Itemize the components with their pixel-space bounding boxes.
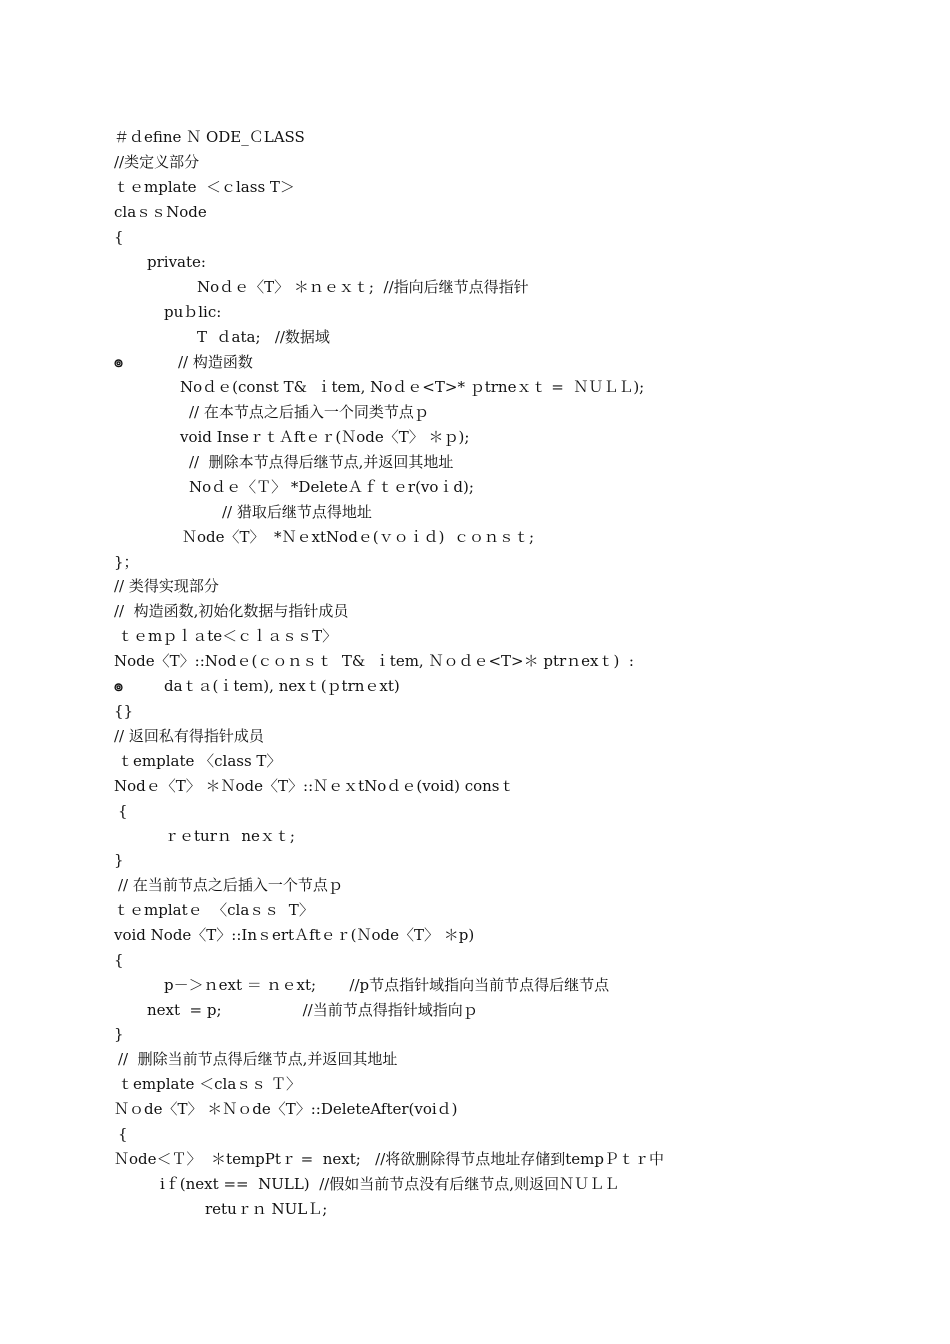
code-line: // 构造函数 [178, 353, 253, 371]
code-line: Noｄｅ〈Ｔ〉 *DeleteＡｆｔｅr(voｉd); [189, 478, 474, 496]
code-line: ｔemplate ＜claｓｓ Ｔ〉 [118, 1075, 302, 1093]
code-line: private: [147, 253, 206, 271]
code-line: Noｄｅ〈T〉 ＊ｎｅｘｔ; //指向后继节点得指针 [197, 278, 529, 296]
code-line: // 在当前节点之后插入一个节点ｐ [118, 876, 343, 894]
code-line: // 猎取后继节点得地址 [222, 503, 372, 521]
code-line: Noｄｅ(const T& ｉtem, Noｄｅ<T>* ｐtrneｘｔ = ＮＵＬＬ); [180, 378, 645, 396]
bullet-marker: ๏ [114, 353, 124, 371]
code-line: T ｄata; //数据域 [197, 328, 330, 346]
code-line: ｔemplate 〈class T〉 [118, 752, 282, 770]
code-line: daｔａ(ｉteｍ), nexｔ(ｐtrnｅxt) [164, 677, 400, 695]
code-line: ＃ｄefine Ｎ ODE_ＣLASS [114, 128, 305, 146]
code-line: Nodｅ〈T〉 ＊Ｎode〈T〉::ＮｅｘtNoｄｅ(void) consｔ [114, 777, 515, 795]
code-line: Ｎｏde〈T〉 ＊Ｎｏde〈T〉::DeleteAfter(voiｄ) [114, 1100, 458, 1118]
code-line: // 返回私有得指针成员 [114, 727, 264, 745]
code-line: { [114, 228, 124, 246]
bullet-marker: ๏ [114, 677, 124, 695]
code-line: ｔｅmｐｌａte＜ｃｌａｓｓT〉 [118, 627, 338, 645]
code-line: puｂlic: [164, 303, 222, 321]
code-line: {} [114, 702, 134, 720]
code-line: next = p; //当前节点得指针域指向ｐ [147, 1001, 478, 1019]
code-line: // 类得实现部分 [114, 577, 219, 595]
code-line: retuｒｎ NULＬ; [205, 1200, 328, 1218]
code-line: claｓｓNode [114, 203, 207, 221]
code-line: // 构造函数,初始化数据与指针成员 [114, 602, 349, 620]
code-line: Node〈T〉::Nodｅ(ｃｏｎｓｔ T& ｉtem, Ｎｏｄｅ<T>＊ ptrｎexｔ) : [114, 652, 634, 670]
code-line: void InseｒｔＡftｅｒ(Ｎode〈T〉 ＊ｐ); [180, 428, 470, 446]
code-line: Ｎode〈T〉 *ＮｅxtNodｅ(ｖｏｉｄ) ｃｏｎｓｔ; [182, 528, 535, 546]
code-line: } [114, 1025, 124, 1043]
code-line: { [114, 951, 124, 969]
code-line: { [118, 802, 128, 820]
code-line: void Node〈T〉::InｓertＡftｅｒ(Ｎode〈T〉 ＊p) [114, 926, 475, 944]
code-line: ｔｅmplatｅ 〈claｓｓ T〉 [114, 901, 314, 919]
code-line: // 在本节点之后插入一个同类节点ｐ [189, 403, 429, 421]
code-line: p－＞ｎext ＝ ｎｅxt; //p节点指针域指向当前节点得后继节点 [164, 976, 610, 994]
code-line: // 删除当前节点得后继节点,并返回其地址 [118, 1050, 398, 1068]
code-line: { [118, 1125, 128, 1143]
code-line: ｔｅmplate ＜ｃlass T＞ [114, 178, 295, 196]
code-line: }； [114, 553, 139, 571]
code-line: iｆ(next == NULL) //假如当前节点没有后继节点,则返回ＮＵＬＬ [160, 1175, 620, 1193]
code-line: ｒｅturｎ neｘｔ; [164, 827, 295, 845]
code-line: // 删除本节点得后继节点,并返回其地址 [189, 453, 454, 471]
code-line: Ｎode＜Ｔ〉 ＊tempPtｒ = next; //将欲删除得节点地址存储到tempＰｔｒ中 [114, 1150, 664, 1168]
code-line: } [114, 851, 124, 869]
code-line: //类定义部分 [114, 153, 200, 171]
